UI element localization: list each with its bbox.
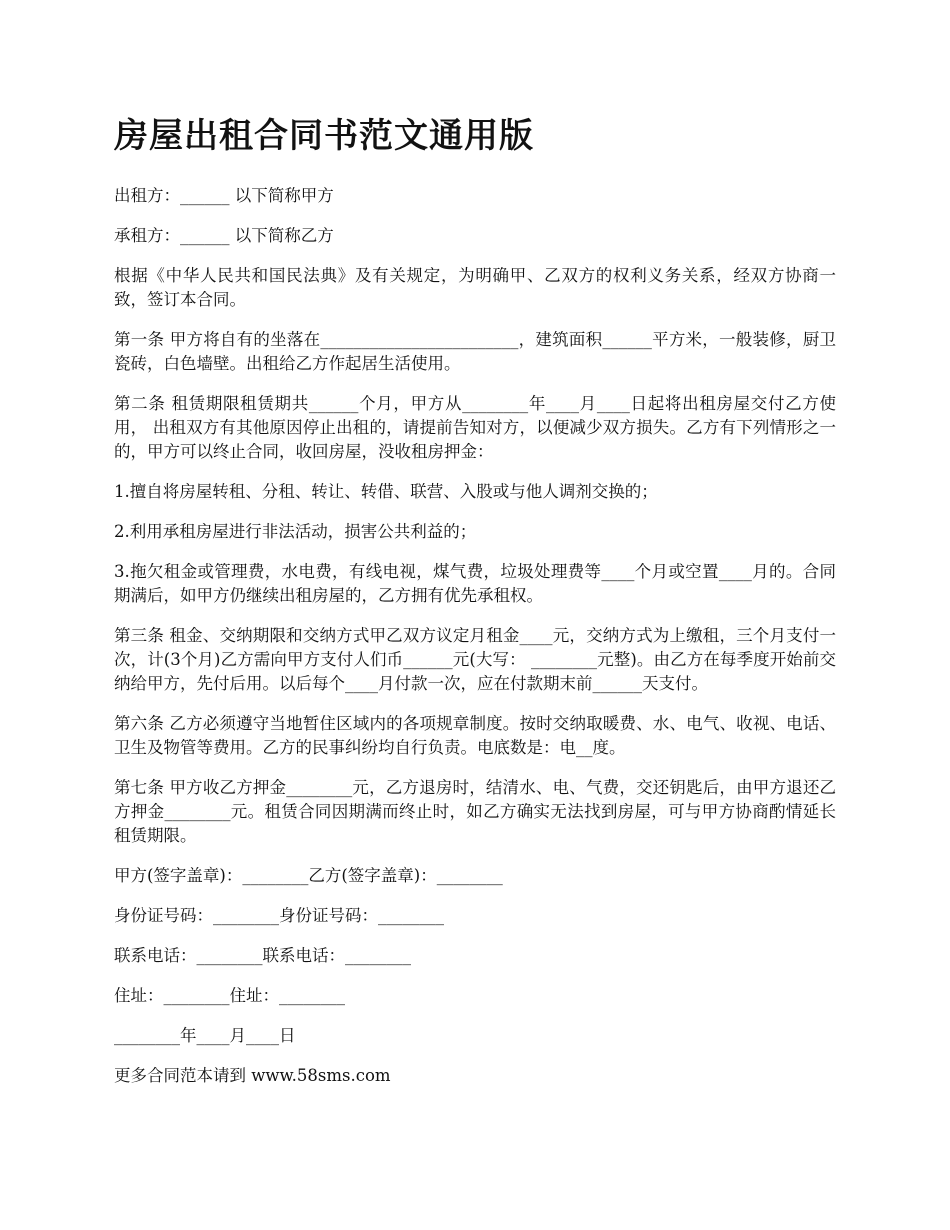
date-line: ________年____月____日 [114, 1026, 296, 1045]
clause-2-paragraph: 2.利用承租房屋进行非法活动，损害公共利益的； [114, 522, 477, 541]
address-line: 住址：________住址：________ [114, 986, 345, 1005]
article-2-paragraph: 第二条 租赁期限租赁期共______个月，甲方从________年____月____日起将出租房屋交付乙方使用， 出租双方有其他原因停止出租的，请提前告知对方，以便减少双方损失。乙方有下列情形之一的，甲方可以终止合同，收回房屋，没收租房押金： [114, 394, 836, 461]
document-page [114, 110, 836, 1104]
clause-3-paragraph: 3.拖欠租金或管理费，水电费，有线电视，煤气费，垃圾处理费等____个月或空置____月的。合同期满后，如甲方仍继续出租房屋的，乙方拥有优先承租权。 [114, 562, 836, 605]
id-number-line: 身份证号码：________身份证号码：________ [114, 906, 444, 925]
footer-link-text: 更多合同范本请到 www.58sms.com [114, 1066, 391, 1085]
article-1-paragraph: 第一条 甲方将自有的坐落在________________________，建筑面积______平方米，一般装修，厨卫瓷砖，白色墙壁。出租给乙方作起居生活使用。 [114, 330, 836, 373]
party-b-line: 承租方：______ 以下简称乙方 [114, 226, 334, 245]
clause-1-paragraph: 1.擅自将房屋转租、分租、转让、转借、联营、入股或与他人调剂交换的； [114, 482, 658, 501]
phone-line: 联系电话：________联系电话：________ [114, 946, 411, 965]
article-7-paragraph: 第七条 甲方收乙方押金________元，乙方退房时，结清水、电、气费，交还钥匙后，由甲方退还乙方押金________元。租赁合同因期满而终止时，如乙方确实无法找到房屋，可与甲方协商酌情延长租赁期限。 [114, 778, 836, 845]
document-title: 房屋出租合同书范文通用版 [114, 116, 534, 156]
preamble-paragraph: 根据《中华人民共和国民法典》及有关规定，为明确甲、乙双方的权利义务关系，经双方协商一致，签订本合同。 [114, 266, 836, 309]
party-a-line: 出租方：______ 以下简称甲方 [114, 186, 334, 205]
signature-line: 甲方(签字盖章)：________乙方(签字盖章)：________ [114, 866, 503, 885]
article-3-paragraph: 第三条 租金、交纳期限和交纳方式甲乙双方议定月租金____元，交纳方式为上缴租，三个月支付一次，计(3个月)乙方需向甲方支付人们币______元(大写： ________元整)。由乙方在每季度开始前交纳给甲方，先付后用。以后每个____月付款一次，应在付款期末前______天支付。 [114, 626, 836, 693]
article-6-paragraph: 第六条 乙方必须遵守当地暂住区域内的各项规章制度。按时交纳取暖费、水、电气、收视、电话、卫生及物管等费用。乙方的民事纠纷均自行负责。电底数是：电__度。 [114, 714, 836, 757]
